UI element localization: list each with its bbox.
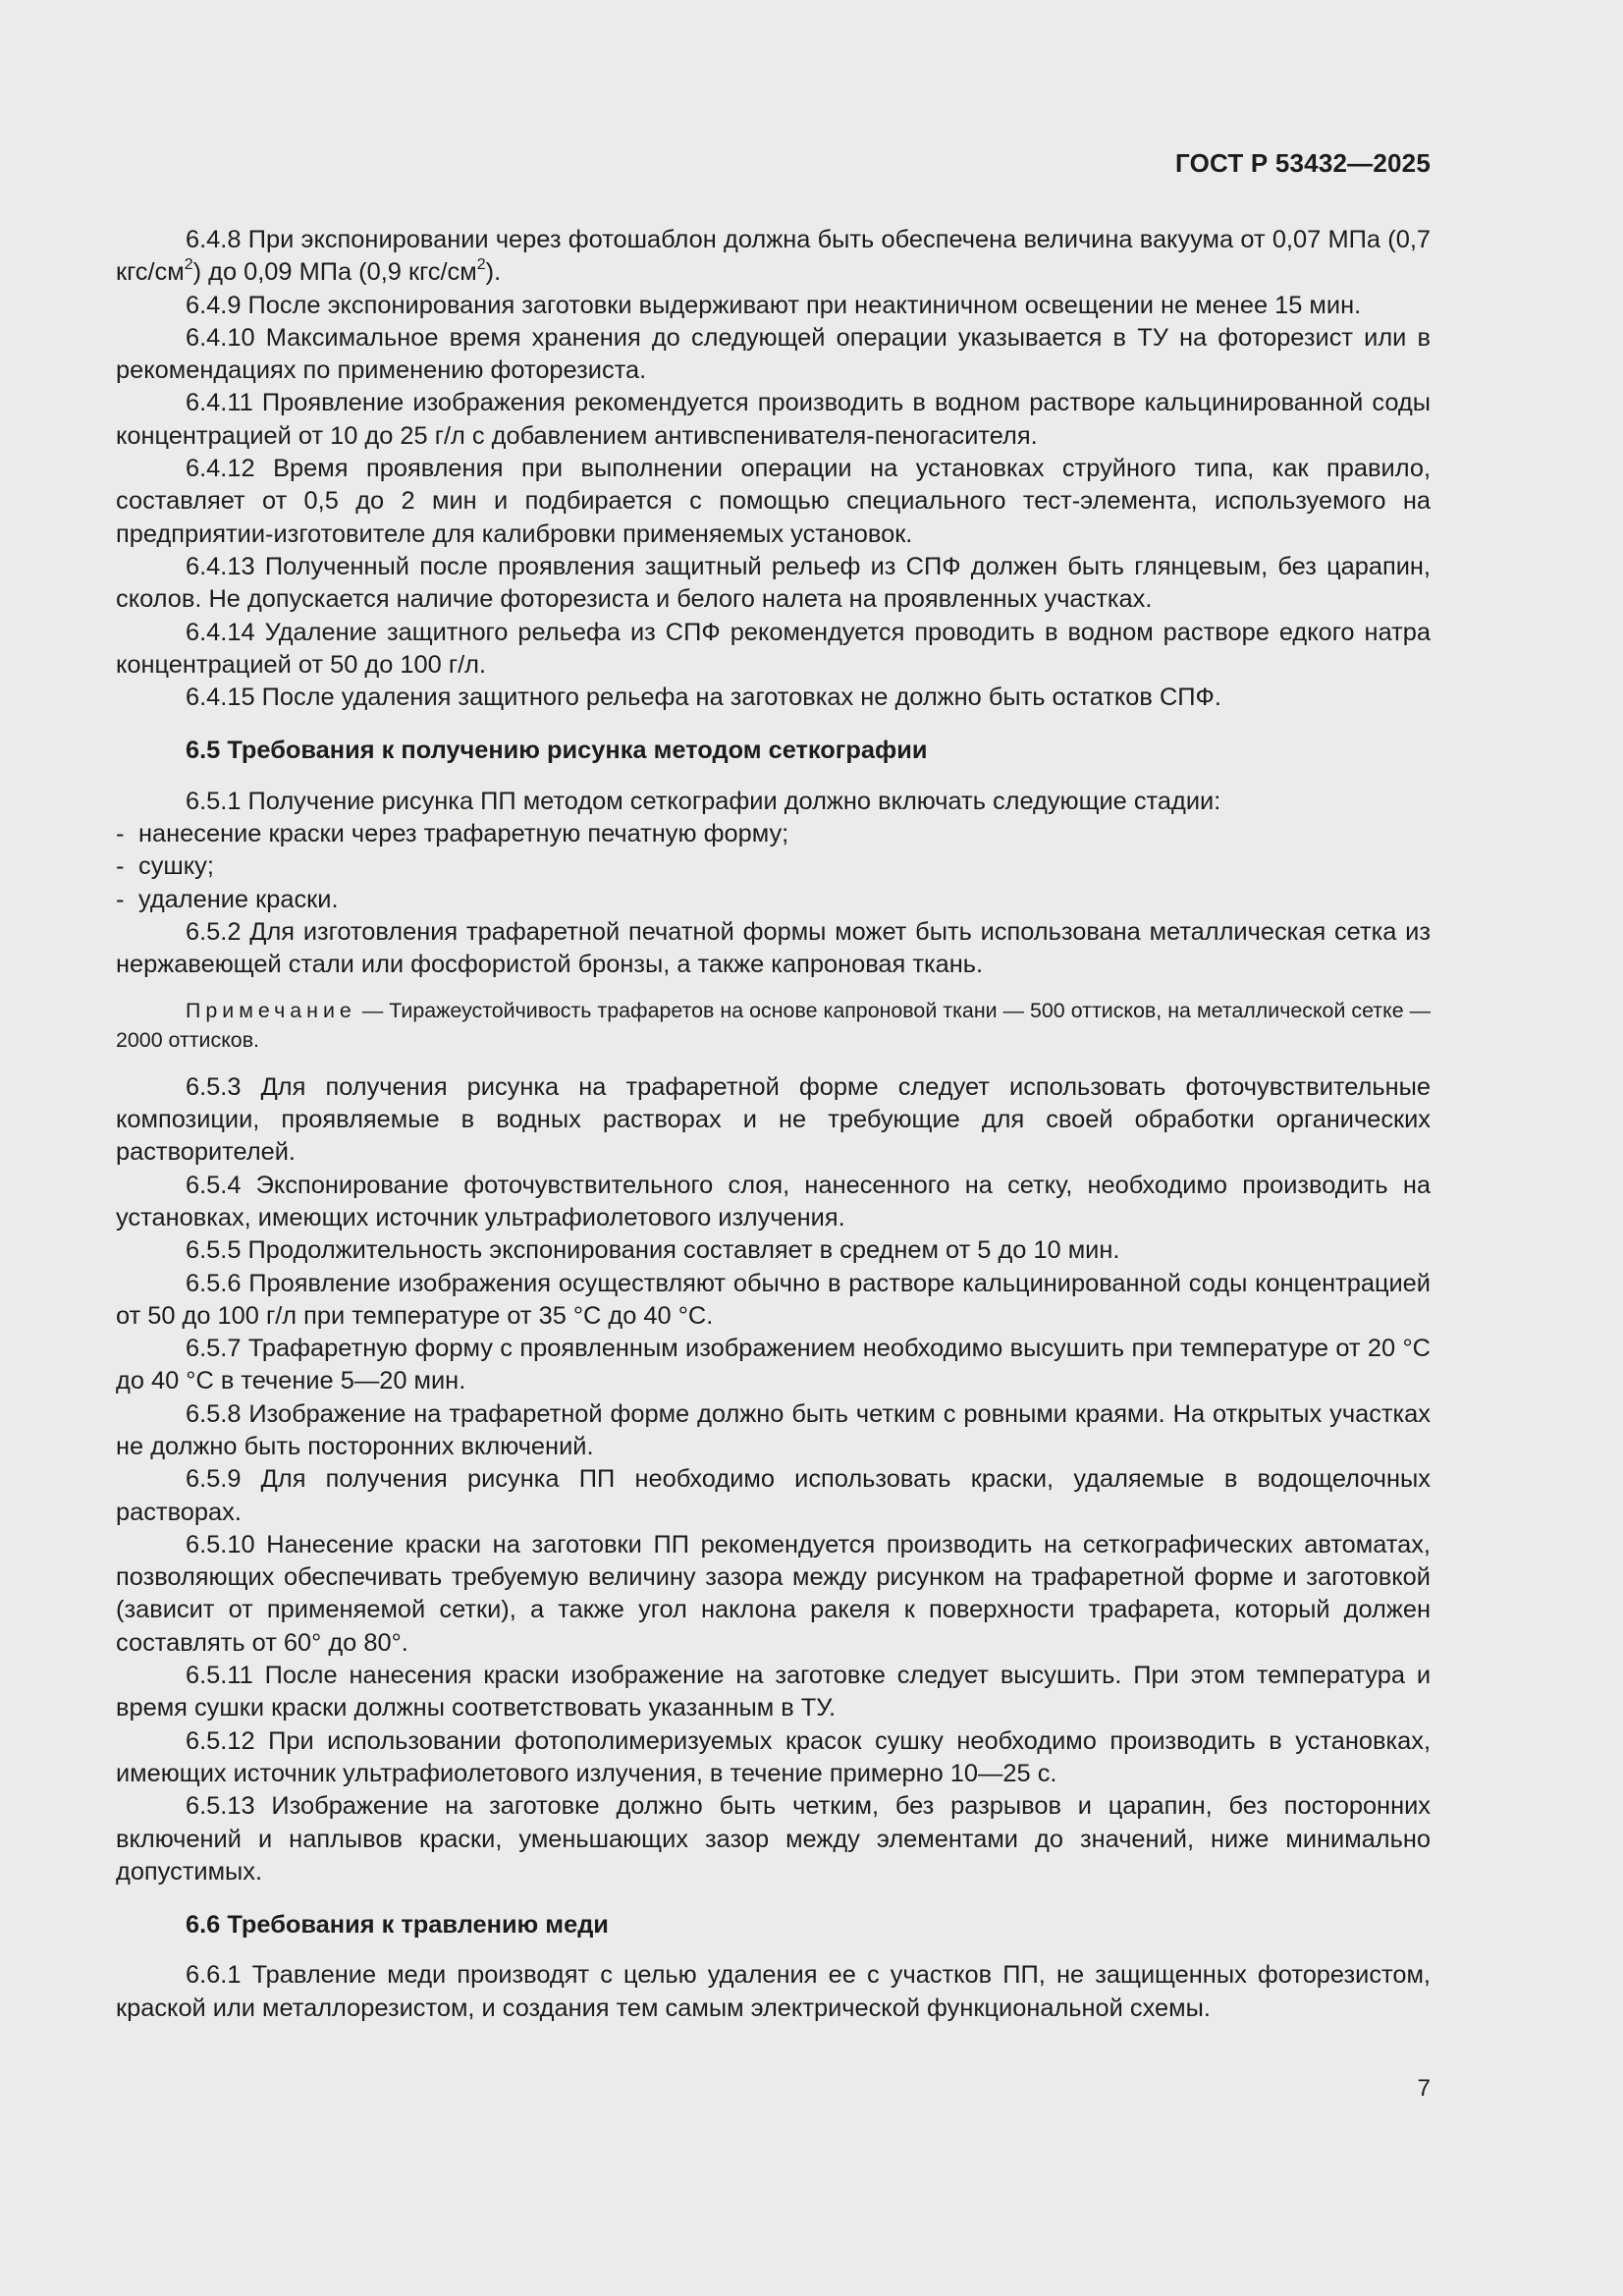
list-item — [116, 884, 1431, 916]
paragraph-6-5-12: 6.5.12 При использовании фотополимеризуемых красок сушку необходимо производить в установках, имеющих источник ультрафиолетового излучения, в течение примерно 10—25 с. — [116, 1726, 1431, 1787]
text-run: 6.4.8 При экспонировании через фотошаблон должна быть обеспечена величина вакуума от 0,07 МПа (0,7 кгс/см — [116, 226, 1431, 287]
paragraph-6-4-9: 6.4.9 После экспонирования заготовки выдерживают при неактиничном освещении не менее 15 мин. — [186, 291, 1362, 319]
dash-marker: - — [116, 820, 125, 848]
list-item — [116, 850, 1431, 883]
paragraph-6-5-4: 6.5.4 Экспонирование фоточувствительного слоя, нанесенного на сетку, необходимо производить на установках, имеющих источник ультрафиолетового излучения. — [116, 1171, 1431, 1231]
superscript: 2 — [476, 256, 486, 274]
paragraph-6-4-14: 6.4.14 Удаление защитного рельефа из СПФ рекомендуется проводить в водном растворе едкого натра концентрацией от 50 до 100 г/л. — [116, 618, 1431, 679]
paragraph-6-4-15: 6.4.15 После удаления защитного рельефа на заготовках не должно быть остатков СПФ. — [186, 683, 1221, 712]
paragraph-6-4-8 — [116, 224, 1431, 290]
paragraph-6-5-7: 6.5.7 Трафаретную форму с проявленным изображением необходимо высушить при температуре от 20 °С до 40 °С в течение 5—20 мин. — [116, 1335, 1431, 1395]
paragraph-6-5-13: 6.5.13 Изображение на заготовке должно быть четким, без разрывов и царапин, без посторонних включений и наплывов краски, уменьшающих зазор между элементами до значений, ниже минимально допустимых. — [116, 1792, 1431, 1886]
paragraph-6-4-11: 6.4.11 Проявление изображения рекомендуется производить в водном растворе кальцинированной соды концентрацией от 10 до 25 г/л с добавлением антивспенивателя-пеногасителя. — [116, 389, 1431, 450]
dash-marker: - — [116, 852, 125, 881]
paragraph-6-5-9: 6.5.9 Для получения рисунка ПП необходимо использовать краски, удаляемые в водощелочных растворах. — [116, 1465, 1431, 1526]
superscript: 2 — [184, 256, 193, 274]
section-heading-6-5: 6.5 Требования к получению рисунка методом сеткографии — [186, 737, 928, 765]
note-text: — Тиражеустойчивость трафаретов на основе капроновой ткани — 500 оттисков, на металлической сетке — 2000 оттисков. — [116, 998, 1431, 1053]
list-item — [116, 818, 1431, 850]
paragraph-6-5-8: 6.5.8 Изображение на трафаретной форме должно быть четким с ровными краями. На открытых участках не должно быть посторонних включений. — [116, 1399, 1431, 1460]
document-code: ГОСТ Р 53432—2025 — [1175, 148, 1431, 178]
list-item-text: удаление краски. — [138, 885, 339, 913]
paragraph-6-5-6: 6.5.6 Проявление изображения осуществляют обычно в растворе кальцинированной соды концентрацией от 50 до 100 г/л при температуре от 35 °С до 40 °С. — [116, 1269, 1431, 1330]
paragraph-6-5-2: 6.5.2 Для изготовления трафаретной печатной формы может быть использована металлическая сетка из нержавеющей стали или фосфористой бронзы, а также капроновая ткань. — [116, 917, 1431, 979]
paragraph-6-4-12: 6.4.12 Время проявления при выполнении операции на установках струйного типа, как правило, составляет от 0,5 до 2 мин и подбирается с помощью специального тест-элемента, используемого на предприятии-изготовителе для калибровки применяемых установок. — [116, 455, 1431, 548]
page-body — [116, 224, 1431, 2025]
list-item-text: нанесение краски через трафаретную печатную форму; — [138, 820, 789, 848]
note — [116, 996, 1431, 1056]
paragraph-6-6-1: 6.6.1 Травление меди производят с целью удаления ее с участков ПП, не защищенных фоторезистом, краской или металлорезистом, и создания тем самым электрической функциональной схемы. — [116, 1961, 1431, 2022]
note-label: Примечание — [186, 998, 356, 1022]
dash-marker: - — [116, 885, 125, 913]
list-item-text: сушку; — [138, 852, 214, 881]
paragraph-6-5-11: 6.5.11 После нанесения краски изображение на заготовке следует высушить. При этом температура и время сушки краски должны соответствовать указанным в ТУ. — [116, 1662, 1431, 1722]
paragraph-6-5-5: 6.5.5 Продолжительность экспонирования составляет в среднем от 5 до 10 мин. — [186, 1236, 1120, 1265]
text-run: ). — [485, 258, 502, 287]
text-run: ) до 0,09 МПа (0,9 кгс/см — [192, 258, 477, 287]
paragraph-6-5-1: 6.5.1 Получение рисунка ПП методом сеткографии должно включать следующие стадии: — [186, 787, 1221, 815]
page-number: 7 — [1417, 2075, 1431, 2102]
section-heading-6-6: 6.6 Требования к травлению меди — [186, 1911, 609, 1940]
paragraph-6-5-10: 6.5.10 Нанесение краски на заготовки ПП рекомендуется производить на сеткографических автоматах, позволяющих обеспечивать требуемую величину зазора между рисунком на трафаретной форме и заготовкой (зависит от применяемой сетки), а также угол наклона ракеля к поверхности трафарета, который должен составлять от 60° до 80°. — [116, 1530, 1431, 1657]
paragraph-6-5-3: 6.5.3 Для получения рисунка на трафаретной форме следует использовать фоточувствительные композиции, проявляемые в водных растворах и не требующие для своей обработки органических растворителей. — [116, 1072, 1431, 1167]
paragraph-6-4-13: 6.4.13 Полученный после проявления защитный рельеф из СПФ должен быть глянцевым, без царапин, сколов. Не допускается наличие фоторезиста и белого налета на проявленных участках. — [116, 552, 1431, 614]
paragraph-6-4-10: 6.4.10 Максимальное время хранения до следующей операции указывается в ТУ на фоторезист или в рекомендациях по применению фоторезиста. — [116, 323, 1431, 385]
